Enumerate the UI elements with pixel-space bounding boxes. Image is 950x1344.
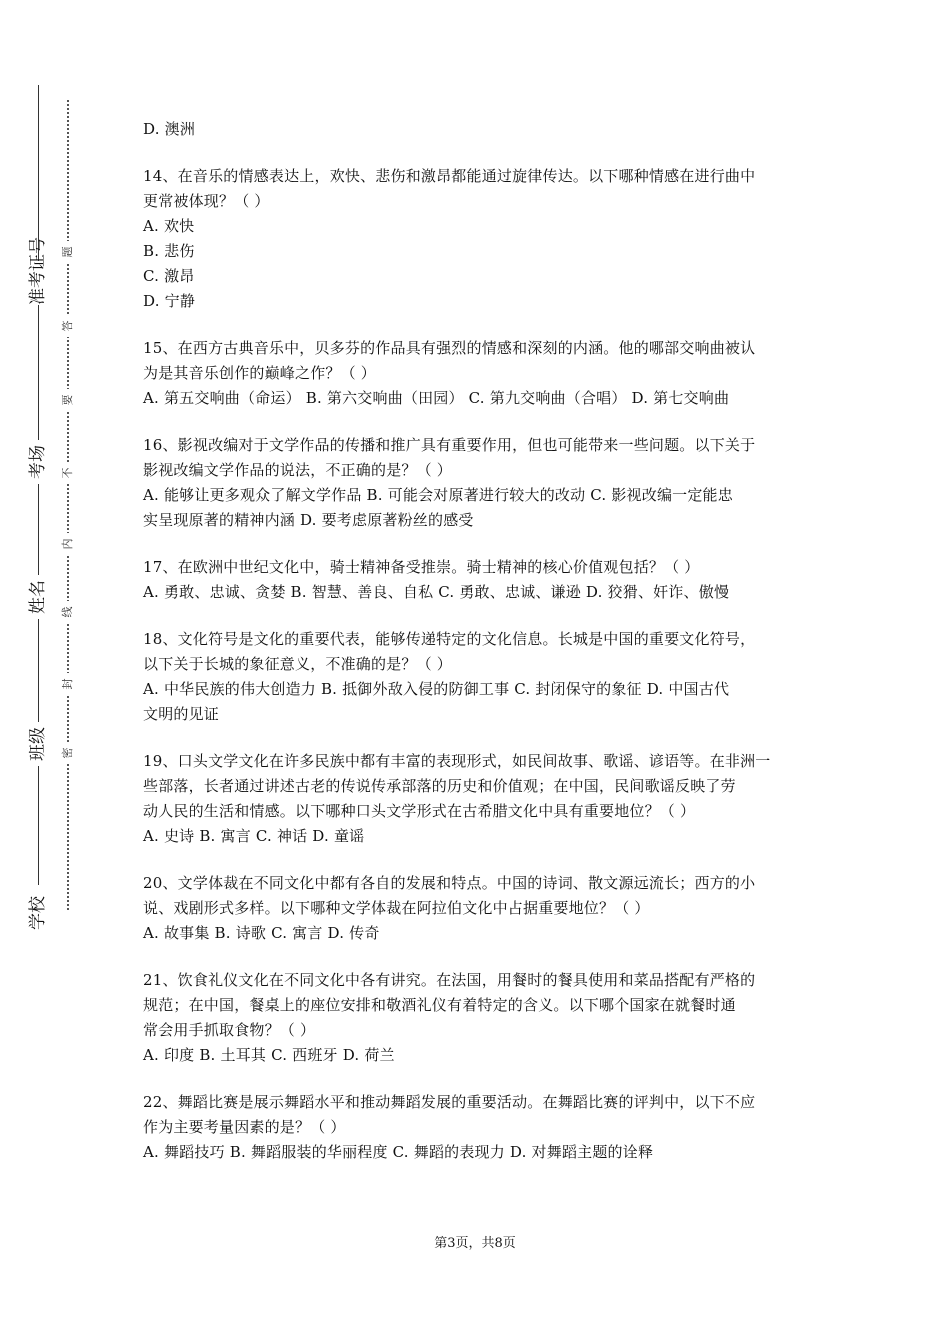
- option-line: A. 史诗 B. 寓言 C. 神话 D. 童谣: [143, 827, 365, 845]
- question-text: 规范；在中国，餐桌上的座位安排和敬酒礼仪有着特定的含义。以下哪个国家在就餐时通: [143, 996, 736, 1014]
- school-label: 学校: [27, 891, 49, 935]
- option-line: C. 激昂: [143, 267, 195, 285]
- question-text: 19、口头文学文化在许多民族中都有丰富的表现形式，如民间故事、歌谣、谚语等。在非洲一: [143, 752, 771, 770]
- option-line: 文明的见证: [143, 705, 220, 723]
- binding-dotted-line: [67, 100, 69, 910]
- seal-char: 封: [60, 673, 76, 695]
- question-text: 15、在西方古典音乐中，贝多芬的作品具有强烈的情感和深刻的内涵。他的哪部交响曲被认: [143, 339, 756, 357]
- option-line: A. 故事集 B. 诗歌 C. 寓言 D. 传奇: [143, 924, 380, 942]
- option-line: A. 中华民族的伟大创造力 B. 抵御外敌入侵的防御工事 C. 封闭保守的象征 D. 中国古代: [143, 680, 730, 698]
- option-line: D. 澳洲: [143, 120, 196, 138]
- option-line: A. 欢快: [143, 217, 195, 235]
- exam-room-label: 考场: [27, 440, 49, 484]
- exam-number-label: 准考证号: [28, 237, 48, 305]
- question-text: 18、文化符号是文化的重要代表，能够传递特定的文化信息。长城是中国的重要文化符号，: [143, 630, 756, 648]
- binding-margin: [0, 0, 110, 1344]
- page-number: 第3页，共8页: [434, 1236, 516, 1251]
- question-text: 16、影视改编对于文学作品的传播和推广具有重要作用，但也可能带来一些问题。以下关于: [143, 436, 756, 454]
- name-label: 姓名: [27, 575, 49, 619]
- question-21: [143, 968, 813, 1068]
- seal-char: 题: [60, 241, 76, 263]
- question-text: 作为主要考量因素的是？（ ）: [143, 1118, 346, 1136]
- question-text: 更常被体现？（ ）: [143, 192, 270, 210]
- seal-char: 内: [60, 533, 76, 555]
- option-line: A. 舞蹈技巧 B. 舞蹈服装的华丽程度 C. 舞蹈的表现力 D. 对舞蹈主题的诠释: [143, 1143, 654, 1161]
- question-text: 20、文学体裁在不同文化中都有各自的发展和特点。中国的诗词、散文源远流长；西方的小: [143, 874, 756, 892]
- question-18: [143, 627, 813, 727]
- question-22: [143, 1090, 813, 1165]
- question-text: 22、舞蹈比赛是展示舞蹈水平和推动舞蹈发展的重要活动。在舞蹈比赛的评判中，以下不应: [143, 1093, 756, 1111]
- option-line: A. 第五交响曲（命运） B. 第六交响曲（田园） C. 第九交响曲（合唱） D. 第七交响曲: [143, 389, 730, 407]
- question-17: [143, 555, 813, 605]
- option-line: A. 印度 B. 土耳其 C. 西班牙 D. 荷兰: [143, 1046, 395, 1064]
- question-text: 说、戏剧形式多样。以下哪种文学体裁在阿拉伯文化中占据重要地位？（ ）: [143, 899, 650, 917]
- option-line: B. 悲伤: [143, 242, 195, 260]
- question-text: 些部落，长者通过讲述古老的传说传承部落的历史和价值观；在中国，民间歌谣反映了劳: [143, 777, 736, 795]
- option-line: 实呈现原著的精神内涵 D. 要考虑原著粉丝的感受: [143, 511, 474, 529]
- question-14: [143, 164, 813, 314]
- question-15: [143, 336, 813, 411]
- question-text: 为是其音乐创作的巅峰之作？（ ）: [143, 364, 376, 382]
- seal-char: 不: [60, 462, 76, 484]
- question-list: [143, 117, 813, 1165]
- seal-char: 密: [60, 742, 76, 764]
- seal-char: 要: [60, 389, 76, 411]
- class-label: 班级: [27, 722, 49, 766]
- question-text: 常会用手抓取食物？（ ）: [143, 1021, 316, 1039]
- question-text: 动人民的生活和情感。以下哪种口头文学形式在古希腊文化中具有重要地位？（ ）: [143, 802, 696, 820]
- question-text: 21、饮食礼仪文化在不同文化中各有讲究。在法国，用餐时的餐具使用和菜品搭配有严格的: [143, 971, 756, 989]
- option-line: A. 能够让更多观众了解文学作品 B. 可能会对原著进行较大的改动 C. 影视改编一定能忠: [143, 486, 733, 504]
- seal-char: 答: [60, 315, 76, 337]
- question-text: 14、在音乐的情感表达上，欢快、悲伤和激昂都能通过旋律传达。以下哪种情感在进行曲中: [143, 167, 756, 185]
- option-line: D. 宁静: [143, 292, 196, 310]
- question-text: 以下关于长城的象征意义，不准确的是？（ ）: [143, 655, 452, 673]
- question-20: [143, 871, 813, 946]
- question-19: [143, 749, 813, 849]
- option-line: A. 勇敢、忠诚、贪婪 B. 智慧、善良、自私 C. 勇敢、忠诚、谦逊 D. 狡猾、奸诈、傲慢: [143, 583, 730, 601]
- question-text: 17、在欧洲中世纪文化中，骑士精神备受推崇。骑士精神的核心价值观包括？（ ）: [143, 558, 700, 576]
- question-13-tail: [143, 117, 813, 142]
- seal-char: 线: [60, 601, 76, 623]
- question-text: 影视改编文学作品的说法，不正确的是？（ ）: [143, 461, 452, 479]
- question-16: [143, 433, 813, 533]
